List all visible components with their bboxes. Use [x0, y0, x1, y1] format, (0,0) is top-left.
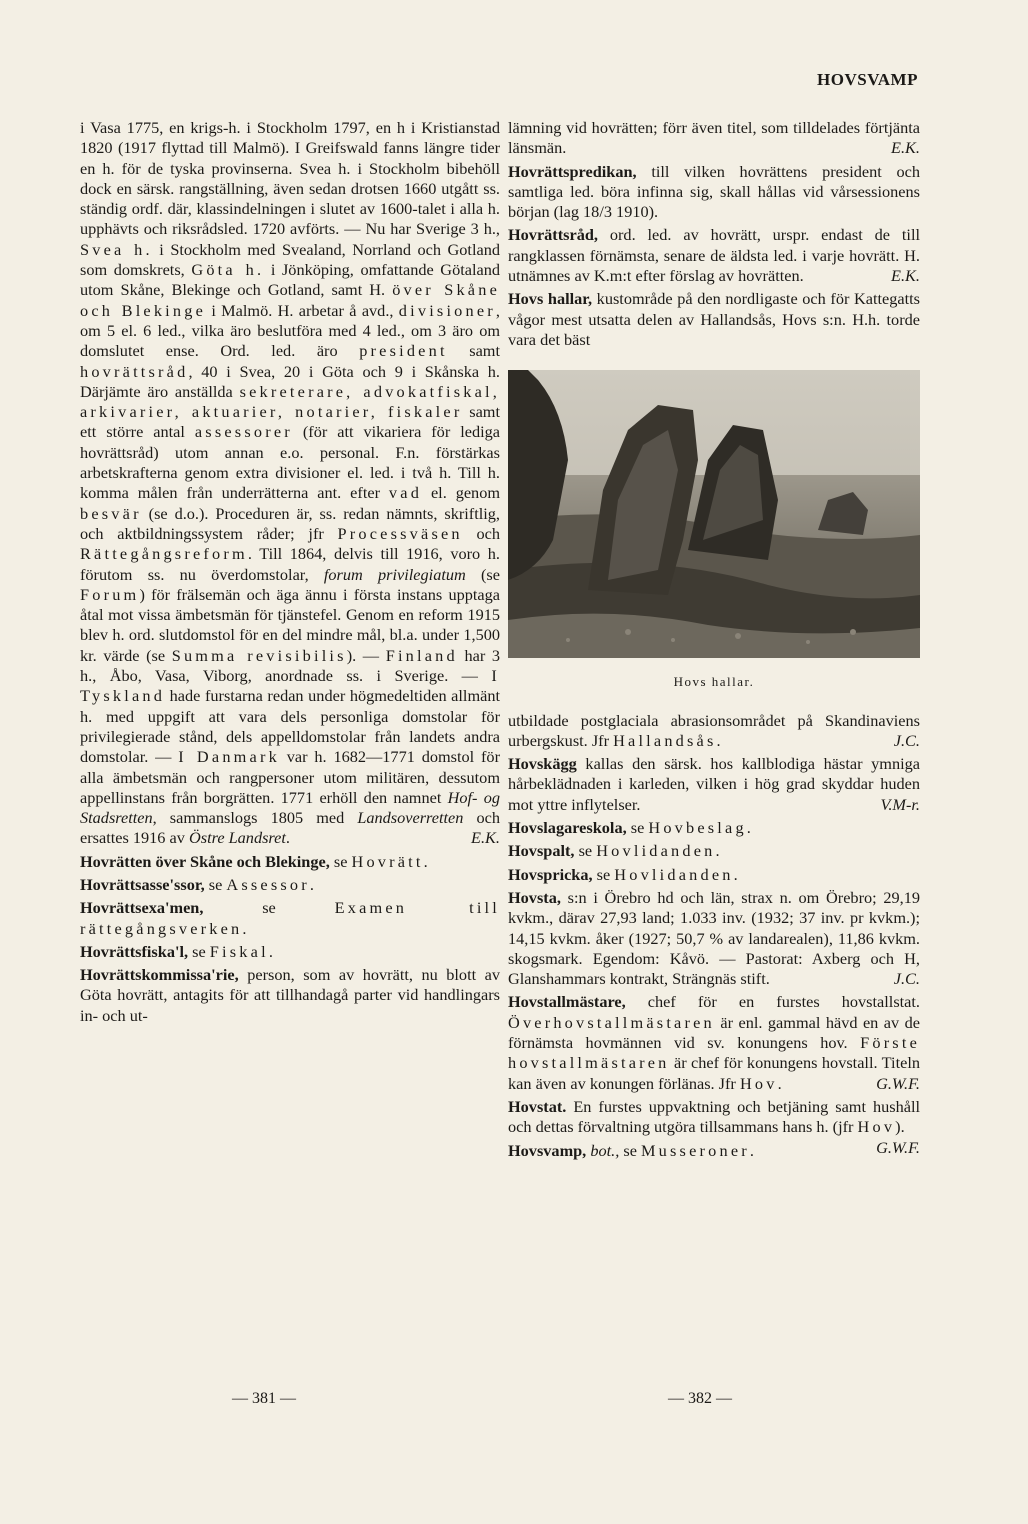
entry-continuation: lämning vid hovrätten; förr även titel, som tilldelades förtjänta länsmän. E.K.	[508, 118, 920, 158]
entry-hovstat: Hovstat. En furstes uppvaktning och betjäning samt hushåll och dettas förvaltning utgöra tillsammans hans h. (jfr Hov). G.W.F.	[508, 1096, 920, 1157]
entry-hovsvamp: Hovsvamp, bot., se Musseroner.	[508, 1140, 754, 1160]
running-head: HOVSVAMP	[817, 70, 918, 89]
entry-hovrattsrad: Hovrättsråd, ord. led. av hovrätt, urspr. endast de till rangklassen förnämsta, senare de äldsta led. i varje hovrätt. H. utnämnes av K.m:t efter förslag av hovrätten. E.K.	[508, 225, 920, 286]
entry-hovratten-skane: Hovrätten över Skåne och Blekinge, se Hovrätt.	[80, 851, 428, 871]
rock-coast-photo	[508, 370, 920, 658]
entry-hovrattsexamen: Hovrättsexa'men, se Examen till rättegångsverken.	[80, 898, 500, 938]
entry-hovslagareskola: Hovslagareskola, se Hovbeslag.	[508, 818, 751, 838]
signature: E.K.	[471, 828, 500, 848]
figure-hovs-hallar	[508, 370, 920, 692]
entry-hovs-hallar-continued: utbildade postglaciala abrasionsområdet på Skandinaviens urbergskust. Jfr Hallandsås. J.C.	[508, 710, 920, 750]
entry-hovrattsassessor: Hovrättsasse'ssor, se Assessor.	[80, 874, 314, 894]
entry-hovrattspredikan: Hovrättspredikan, till vilken hovrättens president och samtliga led. böra infinna sig, skall hållas vid vårsessionens början (lag 18/3 1910).	[508, 161, 920, 222]
entry-hovs-hallar: Hovs hallar, kustområde på den nordligaste och för Kattegatts vågor mest utsatta delen av Hallandsås, Hovs s:n. H.h. torde vara det bäst	[508, 289, 920, 349]
entry-hovskagg: Hovskägg kallas den särsk. hos kallblodiga hästar ymniga hårbeklädnaden i karleden, vilken i hög grad skyddar huden mot yttre inflytelser. V.M-r.	[508, 754, 920, 814]
entry-hovrattsfiskal: Hovrättsfiska'l, se Fiskal.	[80, 941, 273, 961]
entry-hovrattskommissarie: Hovrättskommissa'rie, person, som av hovrätt, nu blott av Göta hovrätt, antagits för att tillhandagå parter vid handlingars in- och ut-	[80, 965, 500, 1025]
entry-hovstallmastare: Hovstallmästare, chef för en furstes hovstallstat. Överhovstallmästaren är enl. gammal hävd en av de förnämsta hovmännen vid sv. konungens hov. Förste hovstallmästaren är chef för konungens hovstall. Titeln kan även av konungen förlänas. Jfr Hov. G.W.F.	[508, 992, 920, 1093]
figure-caption: Hovs hallar.	[673, 674, 755, 690]
entry-hovsta: Hovsta, s:n i Örebro hd och län, strax n. om Örebro; 29,19 kvkm., därav 27,93 land; 1.033 inv. (1932; 37 inv. pr kvkm.); 14,15 kvkm. åker (1927; 50,7 % av landarealen), 11,86 kvkm. skogsmark. Egendom: Kåvö. — Pastorat: Axberg och H, Glanshammars kontrakt, Strängnäs stift. J.C.	[508, 887, 920, 989]
entry-hovspalt: Hovspalt, se Hovlidanden.	[508, 841, 720, 861]
right-column	[508, 118, 920, 1164]
page-number-right: — 382 —	[668, 1390, 732, 1407]
article-hovratt-continuation: i Vasa 1775, en krigs-h. i Stockholm 1797, en h i Kristianstad 1820 (1917 flyttad till Malmö). I Greifswald fanns längre tider en h. för de tyska provinserna. Svea h. i Stockholm bibehöll dock en särsk. rangställning, även sedan drotsen 1660 utgått ss. ständig ordf. där, klassindelningen i slutet av 1600-talet i alla h. upphävts och riksrådsled. 1720 avförts. — Nu har Sverige 3 h., Svea h. i Stockholm med Svealand, Norrland och Gotland som domskrets, Göta h. i Jönköping, omfattande Götaland utom Skåne, Blekinge och Gotland, samt H. över Skåne och Blekinge i Malmö. H. arbetar å avd., divisioner, om 5 el. 6 led., vilka äro beslutföra med 4 led., om 3 äro om domslutet ense. Ord. led. äro president samt hovrättsråd, 40 i Svea, 20 i Göta och 9 i Skånska h. Därjämte äro anställda sekreterare, advokatfiskal, arkivarier, aktuarier, notarier, fiskaler samt ett större antal assessorer (för att vikariera för lediga hovrättsråd) utom annan e.o. personal. F.n. förstärkas arbetskrafterna genom extra divisioner el. led. i två h. Till h. komma målen från underrätterna ant. efter vad el. genom besvär (se d.o.). Proceduren är, ss. redan nämnts, skriftlig, och aktbildningssystem råder; jfr Processväsen och Rättegångsreform. Till 1864, delvis till 1916, voro h. förutom ss. nu överdomstolar, forum privilegiatum (se Forum) för frälsemän och äga ännu i första instans upptaga åtal mot vissa ämbetsmän för tjänstefel. Genom en reform 1915 blev h. ord. slutdomstol för en del mindre mål, bl.a. under 1,500 kr. värde (se Summa revisibilis). — Finland har 3 h., Åbo, Vasa, Viborg, anordnade ss. i Sverige. — I Tyskland hade furstarna redan under högmedeltiden allmänt h. med uppgift att vara dels personliga domstolar för privilegierade stånd, dels appelldomstolar från landets andra domstolar. — I Danmark var h. 1682—1771 domstol för alla ämbetsmän och rangpersoner utom militären, dessutom appellinstans från borgrätten. 1771 erhöll den namnet Hof- og Stadsretten, sammanslogs 1805 med Landsoverretten och ersattes 1916 av Östre Landsret. E.K.	[80, 118, 501, 848]
entry-hovspricka: Hovspricka, se Hovlidanden.	[508, 864, 738, 884]
left-column	[80, 118, 500, 1029]
page-number-left: — 381 —	[232, 1390, 296, 1407]
